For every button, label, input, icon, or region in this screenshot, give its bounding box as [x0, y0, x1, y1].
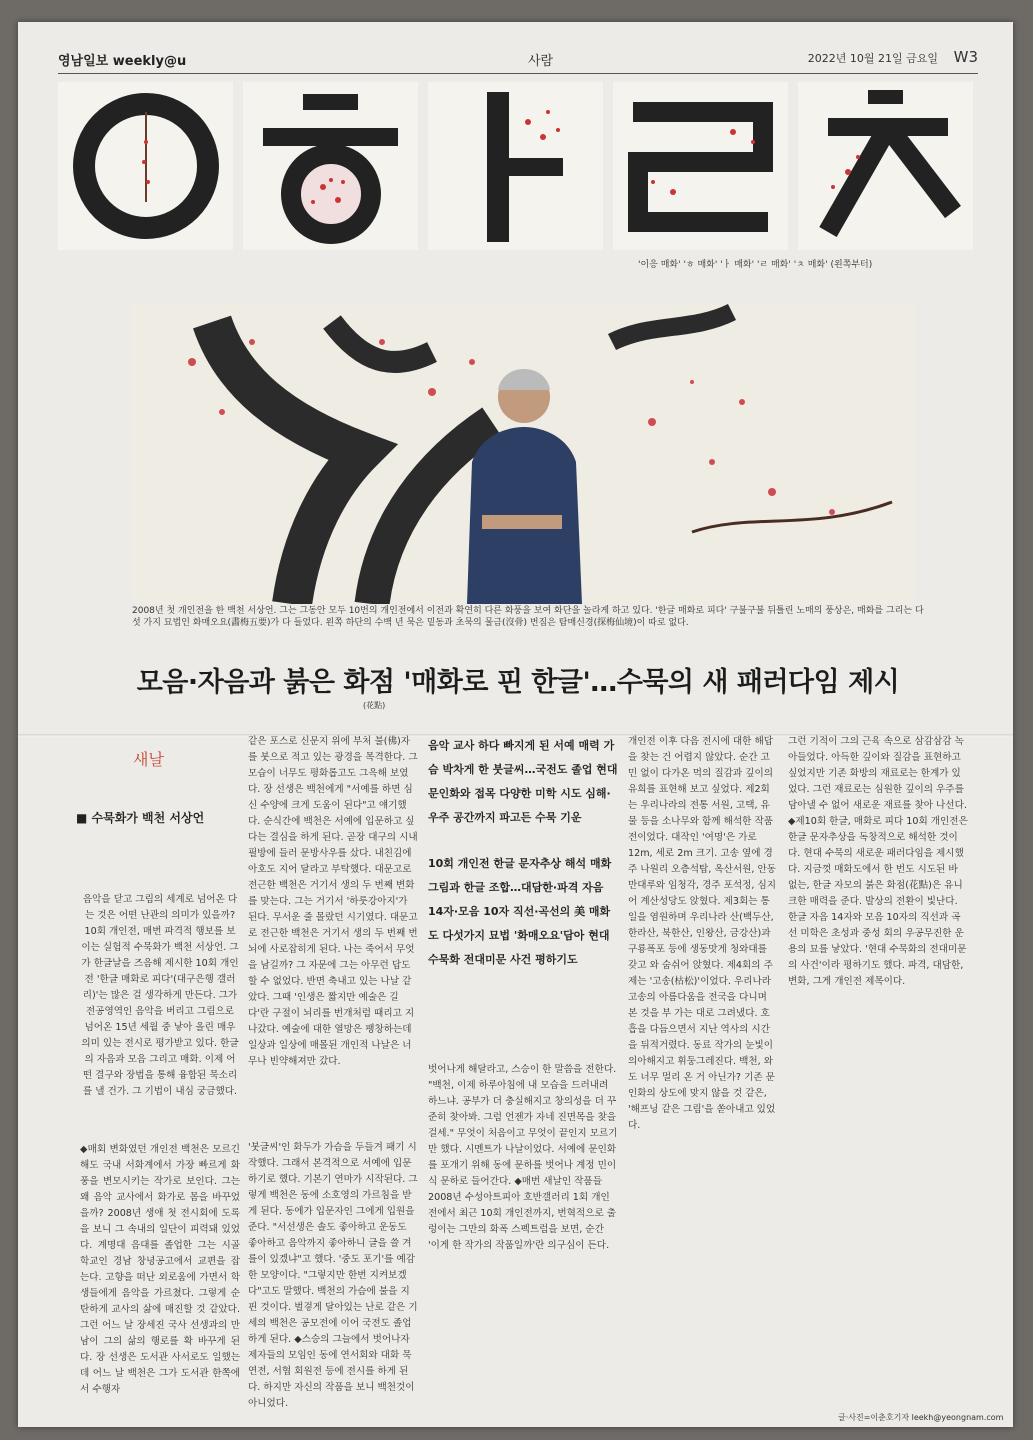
section-title: 사람 [528, 54, 554, 69]
panel-a [428, 82, 603, 250]
masthead [58, 50, 978, 70]
masthead-rule [58, 73, 978, 74]
headline-hanja: (花點) [363, 701, 386, 710]
paper-name: 영남일보 weekly@u [58, 54, 187, 69]
panels-caption: '이응 매화' 'ㅎ 매화' 'ㅏ 매화' 'ㄹ 매화' 'ㅊ 매화' (왼쪽부터) [638, 260, 873, 270]
column-1-body: ◆매회 변화였던 개인전 백천은 모르긴 해도 국내 서화계에서 가장 빠르게 화풍을 변모시키는 작가로 보인다. 그는 왜 음악 교사에서 화가로 몸을 바꾸었을까? 2008년 생애 첫 전시회에 도록을 보니 그 속내의 일단이 피력돼 있었다. 계명대 음대를 졸업한 그는 시골 학교인 경남 창녕공고에서 교편을 잡는다. 고향을 떠난 외로움에 가면서 학생들에게 음악을 가르쳤다. 그렇게 순탄하게 교사의 삶에 매진할 것 같았다. 그런 어느 날 장세진 국사 선생과의 만남이 그의 삶의 행로를 확 바꾸게 된다. 장 선생은 도서관 사서로도 일했는데 어느 날 백천은 그가 도서관 한쪽에서 수행자 [80, 1144, 240, 1395]
column-2-bottom: '붓글씨'인 화두가 가슴을 두들겨 패기 시작했다. 그래서 본격적으로 서예에 입문하기로 했다. 기본기 연마가 시작된다. 그렇게 백천은 동에 소호영의 가르침을 받게 된다. 동에가 입문자인 그에게 입원을 준다. "서선생은 솔도 좋아하고 운동도 좋아하고 음악까지 좋아하니 글을 쓸 겨를이 있겠냐"고 했다. '중도 포기'를 예감한 모양이다. "그렇지만 한번 지켜보겠다"고도 말했다. 백천의 가슴에 불을 지핀 것이다. 벌겋게 달아있는 난로 같은 기세의 백천은 공모전에 이어 국전도 졸업하게 된다. ◆스승의 그늘에서 벗어나자 제자들의 모임인 동에 연서회와 대화 묵연전, 서협 회원전 등에 전시를 하게 된다. 하지만 자신의 작품을 보니 백천것이 아니었다. [248, 1142, 418, 1409]
panel-rieul [613, 82, 788, 250]
artist-photo [132, 302, 915, 604]
photo-caption: 2008년 첫 개인전을 한 백천 서상언. 그는 그동안 모두 10번의 개인전에서 이전과 확연히 다른 화풍을 보여 화단을 놀라게 하고 있다. '한글 매화로 피다' 구불구불 뒤틀린 노매의 풍상은, 매화를 그리는 다섯 가지 묘법인 화매오요(畵梅五要)가 다 들었다. 왼쪽 하단의 수백 년 묵은 밑동과 초묵의 물금(沒骨) 번짐은 탐매신경(探梅仙境)이 따로 없다. [132, 606, 924, 628]
column-4-body: 개인전 이후 다음 전시에 대한 해답을 찾는 건 어렵지 않았다. 순간 고민 없이 다가온 먹의 질감과 깊이의 유희를 표현해 보고 싶었다. 제2회는 우리나라의 전통 서원, 고택, 유물 등을 소나무와 함께 해석한 작품전이었다. 대작인 '여명'은 가로 12m, 세로 2m 크기. 고송 옆에 경주 나원리 오층석탑, 옥산서원, 안동 만대루와 임청각, 경주 포석정, 심지어 계산성당도 앉혔다. 제3회는 통일을 염원하며 우리나라 산(백두산, 한라산, 북한산, 인왕산, 금강산)과 구룡폭포 등에 생동맛게 청와대를 갖고 와 숨쉬어 앉혔다. 제4회의 주제는 '고송(枯松)'이었다. 우리나라 고송의 아름다움을 전국을 다니며 본 것을 부 가는 대로 그려냈다. 호흡을 다듬으면서 지난 역사의 시간을 뒤적거렸다. 동료 작가의 눈빛이 의아해지고 휘둥그레진다. 백천, 와도 너무 멀리 온 거 아닌가? 기존 문인화의 상도에 맞지 않을 것 같은, '해프닝 같은 그림'을 쏟아내고 있었다. [628, 736, 777, 1131]
newspaper-page [18, 22, 1013, 1427]
column-5-body: 그런 기적이 그의 근육 속으로 삼감삼감 녹아들었다. 아득한 깊이와 질감을 표현하고 싶었지만 기존 화방의 재료로는 한계가 있었다. 그런 재료로는 심원한 깊이의 우주를 담아낼 수 없어 새로운 재료를 찾아 나선다. ◆제10회 한글, 매화로 피다 10회 개인전은 한글 문자추상을 독창적으로 해석한 것이다. 현대 수묵의 새로운 패러다임을 제시했다. 지금껏 매화도에서 한 번도 시도된 바 없는, 한글 자모의 붉은 화점(花點)은 유니크한 매력을 준다. 발상의 전환이 빛난다. 한글 자음 14자와 모음 10자의 직선과 곡선 미학은 초성과 중성 회의 우공무진한 운용의 묘를 낳았다. '현대 수묵화의 전대미문의 사건'이라 평하기도 했다. 파격, 대담한, 변화, 그게 개인전 제목이다. [788, 736, 968, 987]
article-headline: 모음·자음과 붉은 화점 '매화로 핀 한글'…수묵의 새 패러다임 제시 [136, 667, 900, 698]
intro-paragraph: 음악을 닫고 그림의 세계로 넘어온 다는 것은 어떤 난관의 의미가 있을까? 10회 개인전, 매번 파격적 행보를 보이는 실험적 수묵화가 백천 서상언. 그가 한글날을 즈음해 제시한 10회 개인전 '한글 매화로 피다'(대구은행 갤러리)'는 많은 걸 생각하게 만든다. 그가 전공영역인 음악을 버리고 그림으로 넘어온 15년 세월 중 낳아 올린 매우 의미 있는 전시로 평가받고 있다. 한글의 자음과 모음 그리고 매화. 이제 어떤 결구와 장법을 통해 융합된 묵소리를 낼 건가. 그 기법이 내심 궁금했다. [81, 894, 239, 1097]
article-subhead: ■ 수묵화가 백천 서상언 [76, 811, 205, 825]
issue-date: 2022년 10월 21일 금요일 [807, 52, 938, 65]
deck-1: 음악 교사 하다 빠지게 된 서예 매력 가슴 박차게 한 붓글씨…국전도 졸업 현대 문인화와 접목 다양한 미학 시도 심해·우주 공간까지 파고든 수묵 기운 [428, 739, 618, 824]
panel-ieung [58, 82, 233, 250]
deck-2: 10회 개인전 한글 문자추상 해석 매화 그림과 한글 조합…대담한·파격 자음 14자·모음 10자 직선·곡선의 美 매화도 다섯가지 묘법 '화매오요'담아 현대 수묵화 전대미문 사건 평하기도 [428, 857, 612, 966]
panel-chieut [798, 82, 973, 250]
column-3-body: 벗어나게 해달라고, 스승이 한 말씀을 전한다. "백천, 이제 하루아침에 내 모습을 드러내려 하느냐. 공부가 더 충실해지고 창의성을 더 꾸준히 찾아봐. 그럼 언젠가 자네 진면목을 찾을 걸세." 무엇이 처음이고 무엇이 끝인지 모르기만 했다. 시멘트가 나날이었다. 서예에 문인화를 포개기 위해 동에 문하를 벗어나 계정 민이식 문하로 들어간다. ◆매번 새날인 작품들 2008년 수성아트피아 호반갤러리 1회 개인전에서 최근 10회 개인전까지, 번혁적으로 출렁이는 그만의 화폭 스펙트럼을 보면, 순간 '이게 한 작가의 작품일까'란 의구심이 든다. [428, 1064, 618, 1251]
hangul-plum-panels [58, 82, 973, 250]
column-2-top: 같은 포스로 신문지 위에 부처 불(佛)자를 붓으로 적고 있는 광경을 목격한다. 그 모습이 너무도 평화롭고도 그윽해 보였다. 장 선생은 백천에게 "서예를 하면 심신 수양에 크게 도움이 된다"고 얘기했다. 순식간에 백천은 서예에 입문하고 싶다는 결심을 하게 된다. 곧장 대구의 시내 필방에 들러 문방사우를 샀다. 내친김에 아호도 지어 달라고 부탁했다. 대문고로 전근한 백천은 거기서 생의 두 번째 변화를 맞는다. 그는 거기서 '하룻강아지'가 된다. 무서운 줄 몰랐던 시기였다. 대문고로 전근한 백천은 거기서 생의 두 번째 번뇌에 사로잡히게 된다. 나는 죽어서 무엇을 남길까? 그 자문에 그는 아무런 답도 할 수 없었다. 반면 축내고 있는 나날 같았다. 그때 '인생은 짧지만 예술은 길다'란 구절이 뇌리를 번개처럼 때리고 지나갔다. 예술에 대한 열망은 팽창하는데 일상과 일상에 매몰된 개인적 나날은 너무나 빈약해져만 갔다. [248, 736, 418, 1067]
series-kicker: 새날 [133, 750, 164, 769]
panel-hieut [243, 82, 418, 250]
page-code: W3 [953, 48, 978, 66]
byline: 글·사진=이춘호기자 leekh@yeongnam.com [838, 1413, 1004, 1422]
